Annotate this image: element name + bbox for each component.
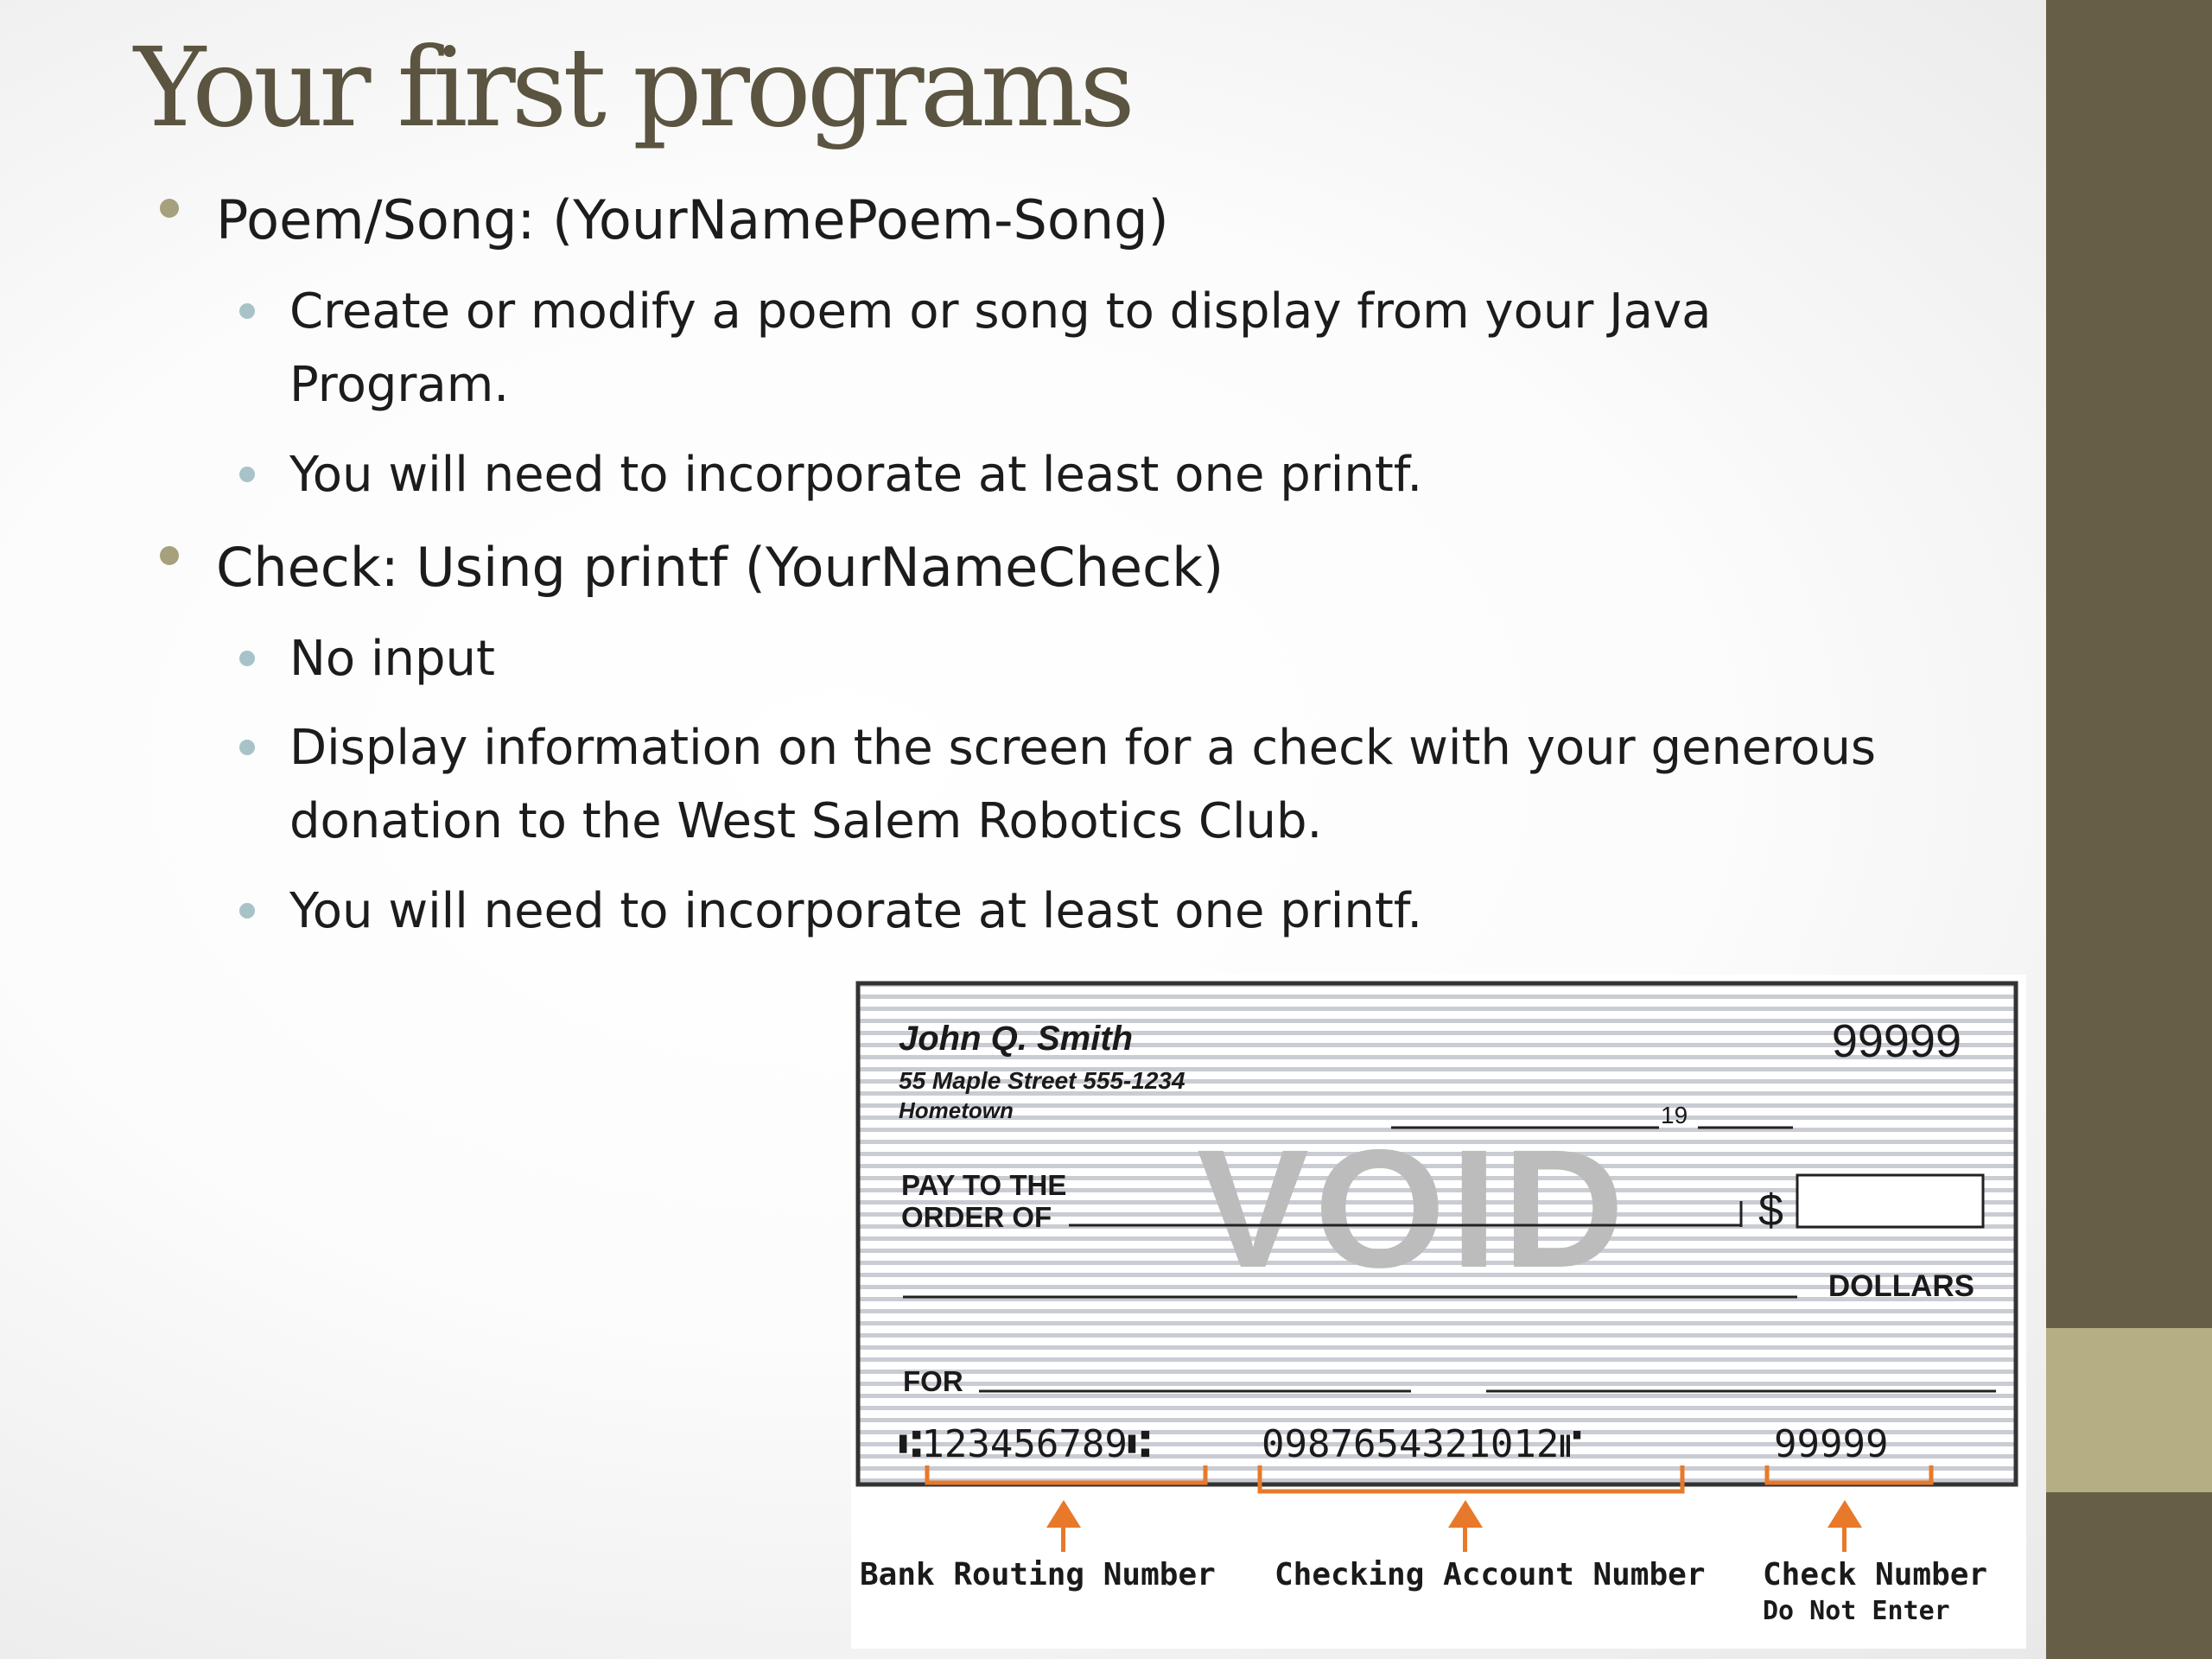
bullet-text: You will need to incorporate at least one printf. [289, 883, 1423, 939]
slide-title: Your first programs [134, 24, 1131, 151]
pay-to-label-1: PAY TO THE [901, 1169, 1067, 1201]
bullet-no-input [289, 622, 495, 696]
bullet-dot [239, 467, 255, 482]
check-image [851, 975, 2026, 1649]
micr-account: 0987654321012⑈ [1262, 1422, 1582, 1466]
bullet-printf-check [289, 874, 1422, 948]
bullet-text: No input [289, 631, 495, 687]
amount-box [1797, 1175, 1983, 1227]
callout-arrows [1046, 1500, 1862, 1552]
bullet-dot [239, 903, 255, 918]
bullet-display-check [289, 711, 1876, 785]
bullet-text: donation to the West Salem Robotics Club. [289, 793, 1323, 849]
bullet-dot [239, 303, 255, 319]
callout-account-label: Checking Account Number [1274, 1557, 1706, 1592]
callout-routing-label: Bank Routing Number [860, 1557, 1216, 1592]
micr-routing: ⑆123456789⑆ [899, 1422, 1151, 1466]
date-suffix: 19 [1661, 1102, 1688, 1128]
void-watermark: VOID [1197, 1115, 1630, 1303]
arrow-routing-head [1046, 1500, 1081, 1528]
micr-check-number: 99999 [1774, 1422, 1889, 1466]
check-address-line2: Hometown [899, 1097, 1014, 1123]
for-label: FOR [903, 1365, 963, 1397]
dollar-sign: $ [1758, 1185, 1783, 1236]
check-holder-name: John Q. Smith [899, 1020, 1134, 1058]
bullet-text: Program. [289, 357, 510, 413]
check-address-line1: 55 Maple Street 555-1234 [899, 1067, 1185, 1094]
callout-check-label: Check Number [1763, 1557, 1988, 1592]
bullet-dot [239, 740, 255, 755]
bullet-dot [160, 546, 179, 565]
arrow-check-head [1827, 1500, 1862, 1528]
bullet-printf-poem [289, 438, 1422, 512]
bullet-text: Poem/Song: (YourNamePoem-Song) [216, 188, 1169, 251]
bullet-text: Check: Using printf (YourNameCheck) [216, 536, 1224, 599]
bullet-create-poem-continued [289, 348, 509, 422]
check-illustration [851, 975, 2026, 1649]
callout-check-sublabel: Do Not Enter [1763, 1596, 1950, 1626]
arrow-account-head [1448, 1500, 1483, 1528]
bullet-display-check-continued [289, 785, 1322, 858]
side-decor-accent [2046, 1328, 2212, 1492]
dollars-label: DOLLARS [1827, 1269, 1974, 1303]
check-number-top: 99999 [1831, 1015, 1961, 1067]
bullet-poem-song [216, 183, 1169, 257]
bullet-text: You will need to incorporate at least one printf. [289, 447, 1423, 503]
bullet-text: Display information on the screen for a check with your generous [289, 720, 1877, 776]
bullet-check [216, 531, 1224, 604]
bullet-dot [239, 651, 255, 666]
bullet-create-poem [289, 275, 1711, 348]
pay-to-label-2: ORDER OF [901, 1201, 1052, 1233]
bullet-text: Create or modify a poem or song to display from your Java [289, 283, 1712, 340]
bullet-dot [160, 199, 179, 218]
